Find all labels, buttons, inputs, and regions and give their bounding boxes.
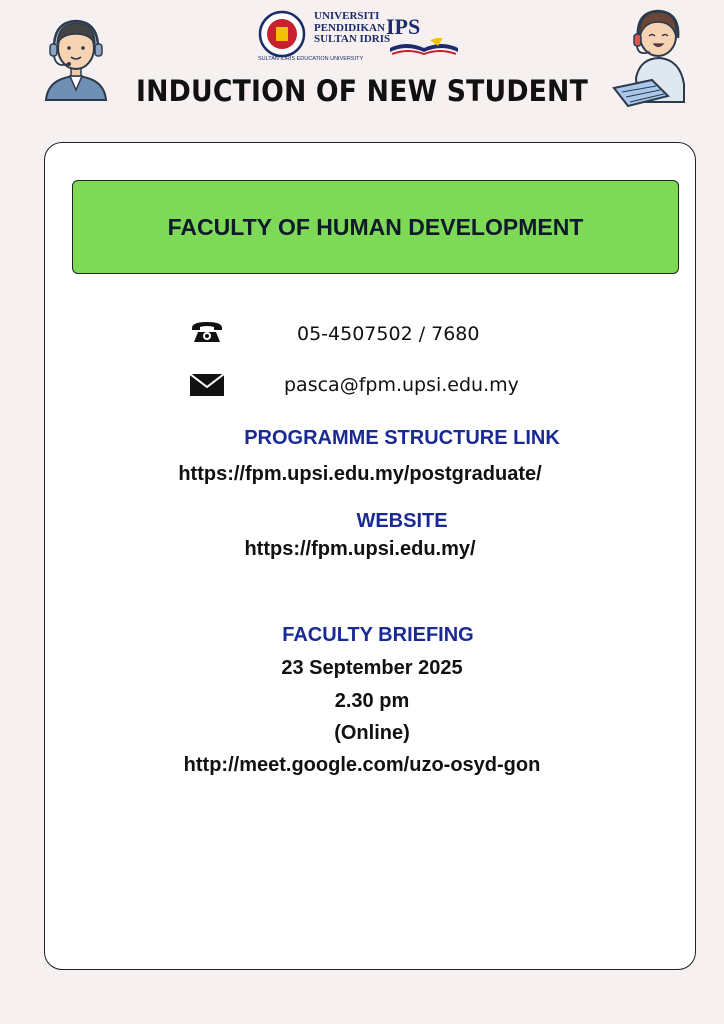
email-address[interactable]: pasca@fpm.upsi.edu.my	[284, 374, 519, 396]
programme-structure-heading: PROGRAMME STRUCTURE LINK	[244, 427, 560, 449]
page-title: INDUCTION OF NEW STUDENT	[136, 74, 588, 108]
institution-logos	[258, 8, 468, 66]
website-heading: WEBSITE	[356, 510, 448, 532]
faculty-banner	[72, 180, 679, 274]
faculty-briefing-heading: FACULTY BRIEFING	[282, 624, 474, 646]
programme-structure-link[interactable]: https://fpm.upsi.edu.my/postgraduate/	[178, 463, 542, 485]
briefing-date: 23 September 2025	[281, 657, 463, 679]
phone-number: 05-4507502 / 7680	[297, 323, 480, 345]
faculty-title: FACULTY OF HUMAN DEVELOPMENT	[167, 213, 584, 240]
upsi-line-1: UNIVERSITI	[314, 10, 380, 22]
upsi-wordmark	[314, 11, 390, 46]
upsi-line-3: SULTAN IDRIS	[314, 33, 391, 45]
upsi-line-2: PENDIDIKAN	[314, 21, 385, 34]
envelope-icon	[190, 374, 224, 396]
telephone-icon	[190, 320, 224, 344]
briefing-mode: (Online)	[334, 722, 410, 744]
ips-wordmark: IPS	[386, 14, 421, 39]
website-link[interactable]: https://fpm.upsi.edu.my/	[244, 538, 476, 560]
briefing-time: 2.30 pm	[334, 690, 410, 712]
briefing-meet-link[interactable]: http://meet.google.com/uzo-osyd-gon	[183, 754, 541, 776]
ips-book-icon	[386, 38, 462, 60]
upsi-subline: SULTAN IDRIS EDUCATION UNIVERSITY	[258, 56, 364, 62]
